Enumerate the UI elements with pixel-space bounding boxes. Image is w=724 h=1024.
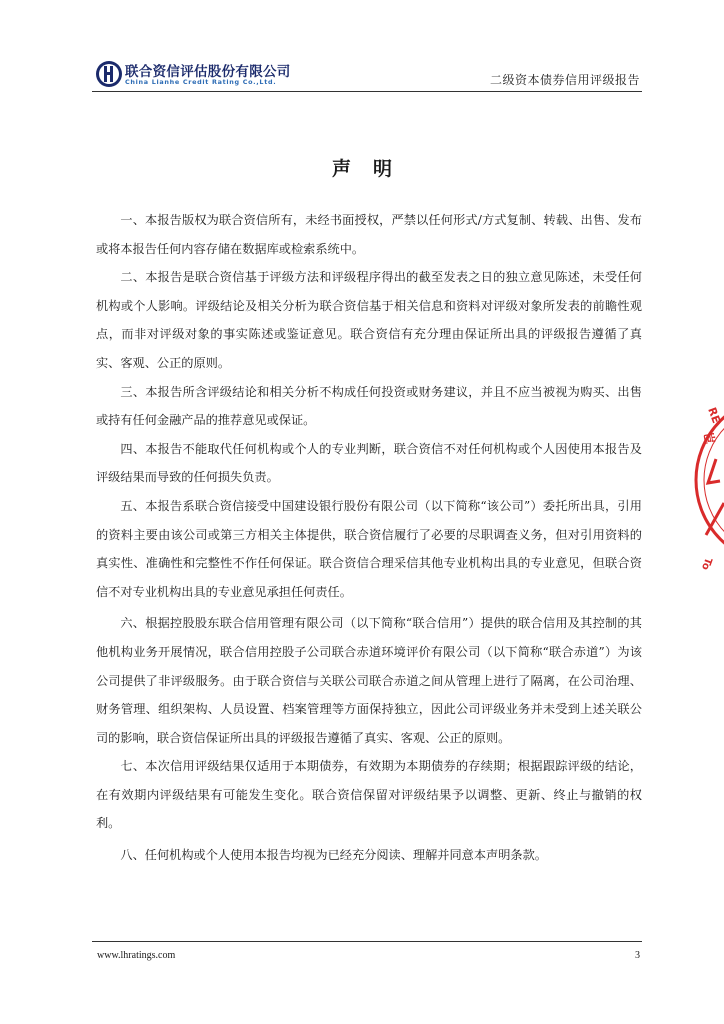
statement-paragraph: 五、本报告系联合资信接受中国建设银行股份有限公司（以下简称“该公司”）委托所出具，引用的资料主要由该公司或第三方相关主体提供，联合资信履行了必要的尽职调查义务，但对引用资料的真实性、准确性和完整性不作任何保证。联合资信合理采信其他专业机构出具的专业意见，但联合资信不对专业机构出具的专业意见承担任何责任。	[96, 498, 642, 599]
company-name-cn: 联合资信评估股份有限公司	[125, 64, 291, 80]
header-divider	[92, 91, 642, 92]
svg-text:岂: 岂	[701, 431, 717, 446]
footer-url: www.lhratings.com	[97, 950, 176, 961]
company-name-en: China Lianhe Credit Rating Co.,Ltd.	[125, 78, 277, 86]
report-type: 二级资本债券信用评级报告	[489, 73, 640, 87]
statement-paragraph: 四、本报告不能取代任何机构或个人的专业判断，联合资信不对任何机构或个人因使用本报告及评级结果而导致的任何损失负责。	[96, 441, 642, 485]
lianhe-logo-icon	[95, 60, 123, 88]
footer-divider	[92, 941, 642, 942]
statement-paragraph: 三、本报告所含评级结论和相关分析不构成任何投资或财务建议，并且不应当被视为购买、出售或持有任何金融产品的推荐意见或保证。	[96, 384, 642, 428]
page-number: 3	[635, 950, 640, 961]
statement-body	[96, 206, 642, 870]
svg-text:RE: RE	[705, 405, 723, 426]
statement-paragraph: 一、本报告版权为联合资信所有，未经书面授权，严禁以任何形式/方式复制、转载、出售、发布或将本报告任何内容存储在数据库或检索系统中。	[96, 213, 642, 256]
svg-text:To: To	[698, 555, 714, 572]
page-title: 声明	[331, 158, 414, 180]
statement-paragraph: 八、任何机构或个人使用本报告均视为已经充分阅读、理解并同意本声明条款。	[120, 848, 547, 863]
company-logo	[95, 60, 295, 92]
statement-paragraph: 六、根据控股股东联合信用管理有限公司（以下简称“联合信用”）提供的联合信用及其控制的其他机构业务开展情况，联合信用控股子公司联合赤道环境评价有限公司（以下简称“联合赤道”）为该公司提供了非评级服务。由于联合资信与关联公司联合赤道之间从管理上进行了隔离，在公司治理、财务管理、组织架构、人员设置、档案管理等方面保持独立，因此公司评级业务并未受到上述关联公司的影响，联合资信保证所出具的评级报告遵循了真实、客观、公正的原则。	[96, 616, 642, 745]
statement-paragraph: 二、本报告是联合资信基于评级方法和评级程序得出的截至发表之日的独立意见陈述，未受任何机构或个人影响。评级结论及相关分析为联合资信基于相关信息和资料对评级对象所发表的前瞻性观点，而非对评级对象的事实陈述或鉴证意见。联合资信有充分理由保证所出具的评级报告遵循了真实、客观、公正的原则。	[96, 270, 642, 370]
red-seal-stamp	[694, 385, 724, 575]
statement-paragraph: 七、本次信用评级结果仅适用于本期债券，有效期为本期债券的存续期；根据跟踪评级的结论，在有效期内评级结果有可能发生变化。联合资信保留对评级结果予以调整、更新、终止与撤销的权利。	[96, 759, 642, 831]
